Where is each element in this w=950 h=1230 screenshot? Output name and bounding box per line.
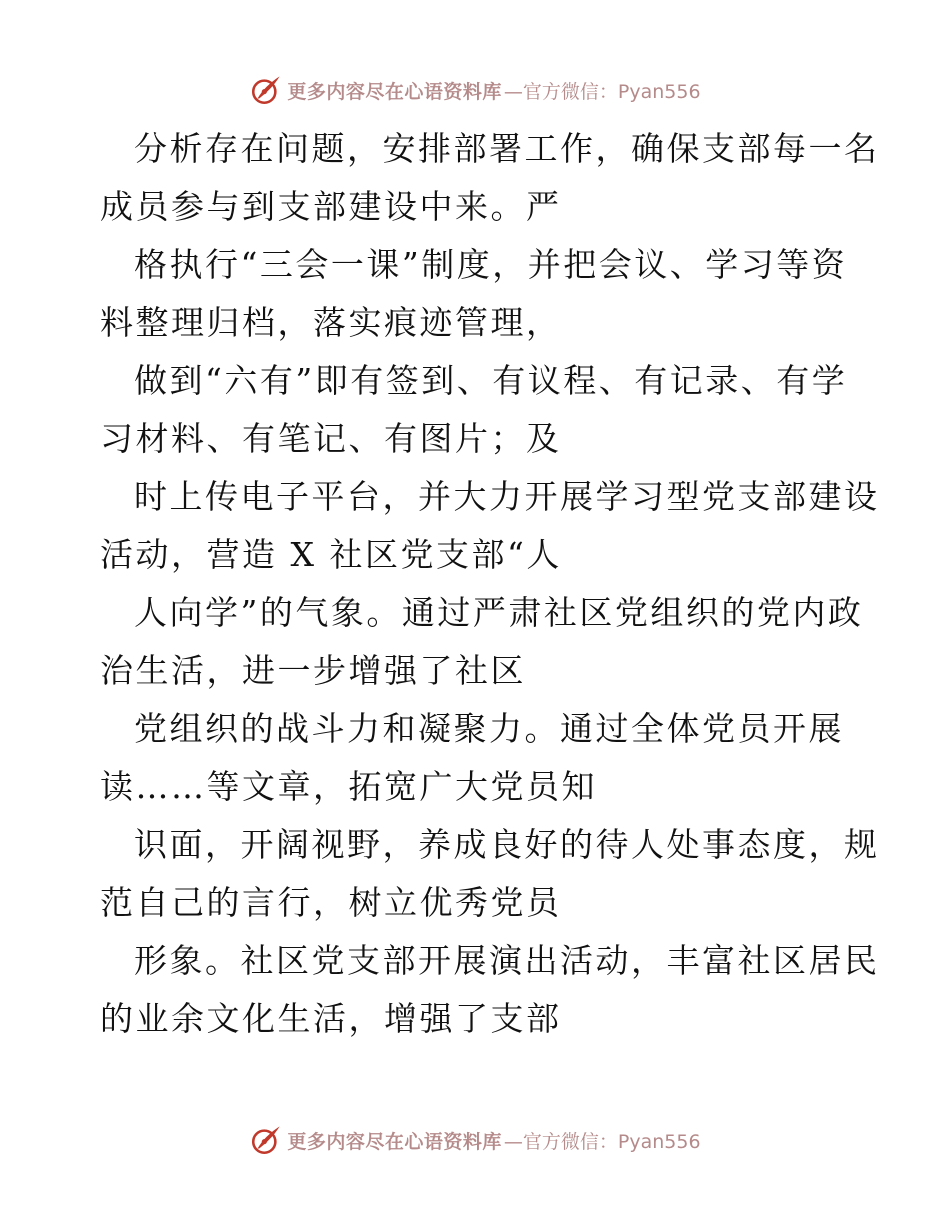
quill-pen-logo-icon <box>249 73 283 107</box>
body-line: 识面，开阔视野，养成良好的待人处事态度，规 <box>134 825 880 864</box>
body-line: 时上传电子平台，并大力开展学习型党支部建设 <box>134 477 880 516</box>
body-line: 料整理归档，落实痕迹管理， <box>100 303 562 342</box>
quill-pen-logo-icon <box>249 1123 283 1157</box>
body-line: 习材料、有笔记、有图片；及 <box>100 419 562 458</box>
header-banner-title: 更多内容尽在心语资料库 <box>287 80 502 103</box>
header-banner <box>0 70 950 110</box>
body-line: 形象。社区党支部开展演出活动，丰富社区居民 <box>134 941 880 980</box>
body-line: 做到“六有”即有签到、有议程、有记录、有学 <box>134 361 848 400</box>
body-line: 分析存在问题，安排部署工作，确保支部每一名 <box>134 129 880 168</box>
body-line: 的业余文化生活，增强了支部 <box>100 999 562 1038</box>
footer-banner-title: 更多内容尽在心语资料库 <box>287 1130 502 1153</box>
body-line: 活动，营造 X 社区党支部“人 <box>100 535 562 574</box>
body-line: 成员参与到支部建设中来。严 <box>100 187 562 226</box>
body-line: 范自己的言行，树立优秀党员 <box>100 883 562 922</box>
footer-banner <box>0 1120 950 1160</box>
footer-banner-wechat: —官方微信：Pyan556 <box>503 1130 701 1153</box>
body-line: 人向学”的气象。通过严肃社区党组织的党内政 <box>134 593 864 632</box>
body-line: 党组织的战斗力和凝聚力。通过全体党员开展 <box>134 709 844 748</box>
body-line: 治生活，进一步增强了社区 <box>100 651 526 690</box>
body-line: 读……等文章，拓宽广大党员知 <box>100 767 597 806</box>
header-banner-wechat: —官方微信：Pyan556 <box>503 80 701 103</box>
document-body <box>100 120 880 1048</box>
body-line: 格执行“三会一课”制度，并把会议、学习等资 <box>134 245 848 284</box>
